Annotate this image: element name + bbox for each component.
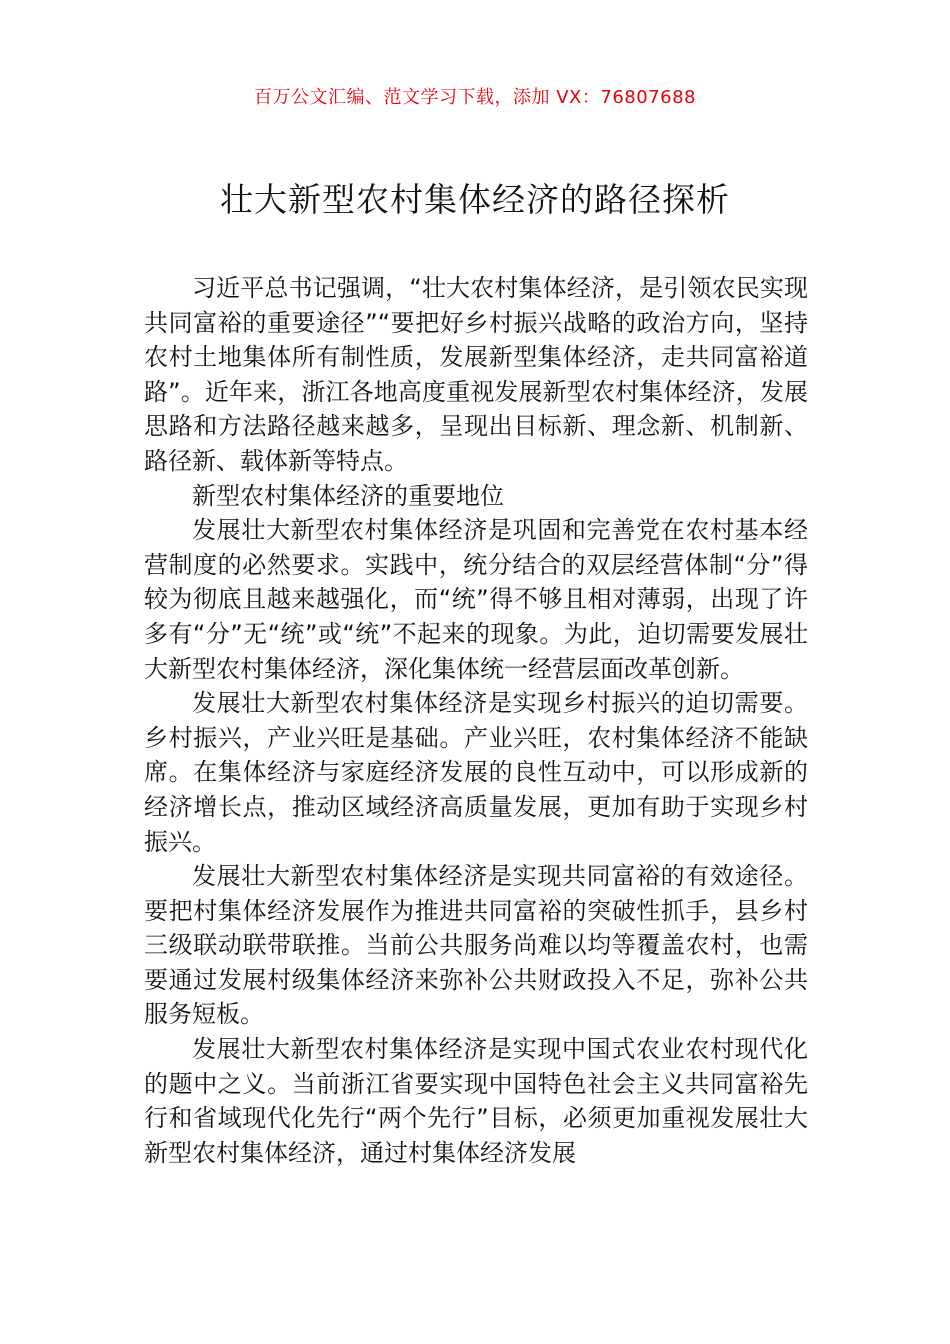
paragraph-modernization: 发展壮大新型农村集体经济是实现中国式农业农村现代化的题中之义。当前浙江省要实现中国特色社会主义共同富裕先行和省域现代化先行“两个先行”目标，必须更加重视发展壮大新型农村集体经济，通过村集体经济发展 (144, 1035, 808, 1167)
paragraph-intro: 习近平总书记强调，“壮大农村集体经济，是引领农民实现共同富裕的重要途径”“要把好乡村振兴战略的政治方向，坚持农村土地集体所有制性质，发展新型集体经济，走共同富裕道路”。近年来，浙江各地高度重视发展新型农村集体经济，发展思路和方法路径越来越多，呈现出目标新、理念新、机制新、路径新、载体新等特点。 (144, 274, 808, 475)
promo-header-note: 百万公文汇编、范文学习下载，添加 VX：76807688 (254, 87, 696, 108)
document-body (144, 271, 808, 1170)
section-heading: 新型农村集体经济的重要地位 (192, 481, 504, 510)
paragraph-common-prosperity: 发展壮大新型农村集体经济是实现共同富裕的有效途径。要把村集体经济发展作为推进共同富裕的突破性抓手，县乡村三级联动联带联推。当前公共服务尚难以均等覆盖农村，也需要通过发展村级集体经济来弥补公共财政投入不足，弥补公共服务短板。 (144, 862, 808, 1029)
document-title: 壮大新型农村集体经济的路径探析 (220, 180, 730, 219)
paragraph-basic-system: 发展壮大新型农村集体经济是巩固和完善党在农村基本经营制度的必然要求。实践中，统分结合的双层经营体制“分”得较为彻底且越来越强化，而“统”得不够且相对薄弱，出现了许多有“分”无“统”或“统”不起来的现象。为此，迫切需要发展壮大新型农村集体经济，深化集体统一经营层面改革创新。 (144, 516, 808, 683)
paragraph-rural-revitalization: 发展壮大新型农村集体经济是实现乡村振兴的迫切需要。乡村振兴，产业兴旺是基础。产业兴旺，农村集体经济不能缺席。在集体经济与家庭经济发展的良性互动中，可以形成新的经济增长点，推动区域经济高质量发展，更加有助于实现乡村振兴。 (144, 689, 808, 856)
